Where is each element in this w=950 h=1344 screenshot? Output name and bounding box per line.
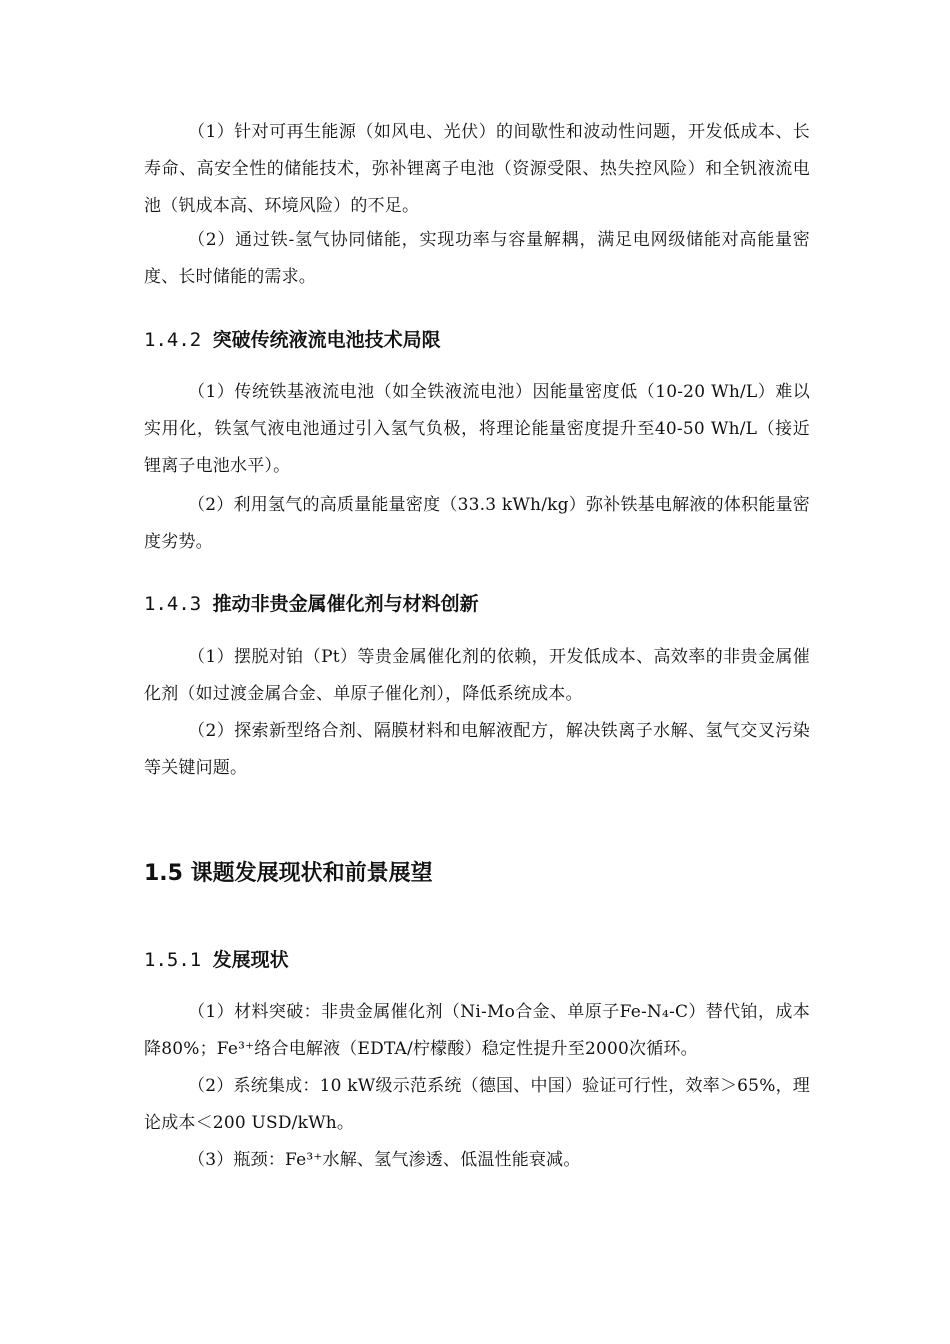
heading-1-4-2 (144, 326, 441, 354)
paragraph-1-4-2-item-1: （1）传统铁基液流电池（如全铁液流电池）因能量密度低（10-20 Wh/L）难以实用化，铁氢气液电池通过引入氢气负极，将理论能量密度提升至40-50 Wh/L（接近锂离子电池水平）。 (144, 382, 810, 476)
heading-1-4-2-title: 突破传统液流电池技术局限 (212, 329, 441, 351)
heading-1-4-3 (144, 590, 479, 618)
paragraph-1-4-1-item-1: （1）针对可再生能源（如风电、光伏）的间歇性和波动性问题，开发低成本、长寿命、高安全性的储能技术，弥补锂离子电池（资源受限、热失控风险）和全钒液流电池（钒成本高、环境风险）的不足。 (144, 122, 810, 216)
paragraph-1-5-1-item-1: （1）材料突破：非贵金属催化剂（Ni-Mo合金、单原子Fe-N₄-C）替代铂，成本降80%；Fe³⁺络合电解液（EDTA/柠檬酸）稳定性提升至2000次循环。 (144, 1002, 810, 1059)
paragraph-1-4-3-item-2: （2）探索新型络合剂、隔膜材料和电解液配方，解决铁离子水解、氢气交叉污染等关键问题。 (144, 721, 810, 778)
heading-1-5-1 (144, 946, 289, 974)
heading-1-4-3-title: 推动非贵金属催化剂与材料创新 (212, 593, 479, 615)
heading-1-4-2-number: 1.4.2 (144, 329, 202, 351)
paragraph-1-5-1-item-3: （3）瓶颈：Fe³⁺水解、氢气渗透、低温性能衰减。 (188, 1150, 581, 1170)
paragraph-1-4-2-item-2: （2）利用氢气的高质量能量密度（33.3 kWh/kg）弥补铁基电解液的体积能量密度劣势。 (144, 495, 810, 552)
heading-1-5-1-title: 发展现状 (212, 949, 289, 971)
heading-1-5: 1.5 课题发展现状和前景展望 (144, 861, 433, 886)
heading-1-5-1-number: 1.5.1 (144, 949, 202, 971)
paragraph-1-4-3-item-1: （1）摆脱对铂（Pt）等贵金属催化剂的依赖，开发低成本、高效率的非贵金属催化剂（如过渡金属合金、单原子催化剂），降低系统成本。 (144, 647, 810, 704)
heading-1-4-3-number: 1.4.3 (144, 593, 202, 615)
paragraph-1-5-1-item-2: （2）系统集成：10 kW级示范系统（德国、中国）验证可行性，效率＞65%，理论成本＜200 USD/kWh。 (144, 1076, 810, 1133)
paragraph-1-4-1-item-2: （2）通过铁-氢气协同储能，实现功率与容量解耦，满足电网级储能对高能量密度、长时储能的需求。 (144, 230, 810, 287)
